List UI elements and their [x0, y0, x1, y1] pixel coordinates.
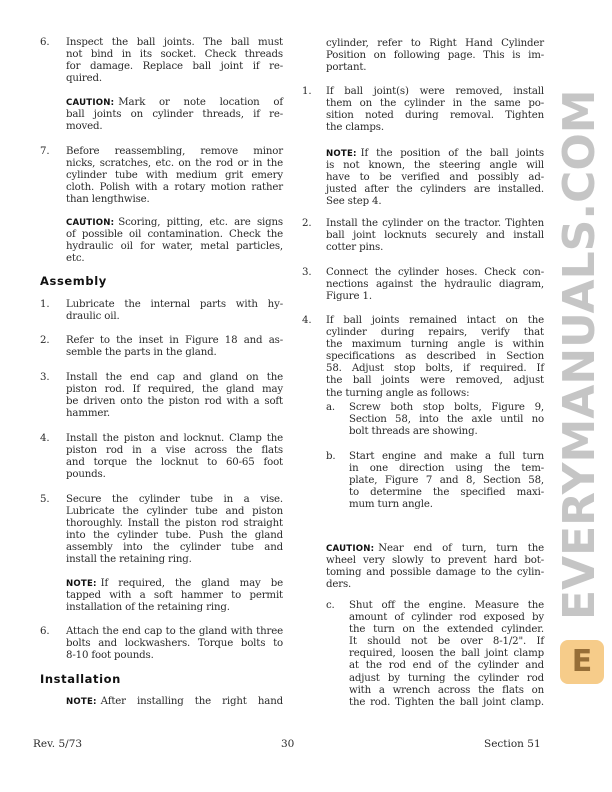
item-text [66, 578, 283, 614]
text-line: with a wrench across the flats on [349, 684, 544, 696]
text-line: have to be verified and possibly ad- [326, 172, 544, 184]
text-line: Screw both stop bolts, Figure 9, [349, 402, 544, 413]
item-text [349, 600, 544, 709]
text-line: CAUTION: Scoring, pitting, etc. are signs [66, 217, 283, 228]
note-label: NOTE: [66, 579, 97, 589]
note-label: NOTE: [326, 149, 357, 159]
item-number: 2. [302, 218, 312, 229]
text-line: be driven onto the piston rod with a soft [66, 396, 283, 408]
item-number: a. [326, 402, 336, 413]
item-text [66, 626, 283, 662]
text-line: cylinder, refer to Right Hand Cylinder [326, 38, 544, 49]
section-label: Section 51 [484, 738, 541, 750]
text-line: ball joints on cylinder threads, if re- [66, 109, 283, 121]
text-line: is not known, the steering angle will [326, 160, 544, 172]
watermark: EVERYMANUALS.COM [554, 89, 605, 620]
item-text [66, 37, 283, 85]
item-text [66, 97, 283, 133]
text-line: hammer. [66, 408, 110, 420]
item-text [349, 402, 544, 438]
text-line: amount of cylinder rod exposed by [349, 612, 544, 624]
text-line: bolts and lockwashers. Torque bolts to [66, 638, 283, 650]
text-line: NOTE: If required, the gland may be [66, 578, 283, 589]
text-line: Install the cylinder on the tractor. Tighten [326, 218, 544, 229]
text-line: semble the parts in the gland. [66, 347, 217, 359]
text-line: tapped with a soft hammer to permit [66, 590, 283, 602]
item-number: 1. [302, 86, 312, 97]
revision-date: Rev. 5/73 [33, 738, 83, 750]
item-number: 6. [40, 626, 50, 637]
text-line: Secure the cylinder tube in a vise. [66, 494, 283, 505]
text-line: Section 58, into the axle until no [349, 414, 544, 426]
text-line: Figure 1. [326, 291, 372, 303]
text-line: wheel very slowly to prevent hard bot- [326, 555, 544, 567]
text-line: than lengthwise. [66, 194, 150, 206]
text-line: Install the end cap and gland on the [66, 372, 283, 383]
item-number: 1. [40, 299, 50, 310]
item-number: 3. [40, 372, 50, 383]
text-line: CAUTION: Near end of turn, turn the [326, 543, 544, 554]
text-line: See step 4. [326, 196, 382, 208]
text-line: If ball joints remained intact on the [326, 315, 544, 326]
text-line: piston rod. If required, the gland may [66, 384, 283, 396]
text-line: the turn on the extended cylinder. [349, 624, 544, 636]
item-text [66, 299, 283, 323]
text-line: at the rod end of the cylinder and [349, 660, 544, 672]
text-line: Before reassembling, remove minor [66, 146, 283, 157]
item-text [326, 38, 544, 74]
text-line: adjust by turning the cylinder rod [349, 672, 544, 684]
text-line: toming and possible damage to the cylin- [326, 567, 544, 579]
text-line: of possible oil contamination. Check the [66, 229, 283, 241]
text-line: It should not be over 8-1/2". If [349, 636, 544, 648]
text-line: the clamps. [326, 122, 384, 134]
item-text [66, 433, 283, 481]
text-line: NOTE: After installing the right hand [66, 696, 283, 707]
text-line: piston rod in a vise across the flats [66, 445, 283, 457]
text-line: quired. [66, 73, 102, 85]
text-line: Start engine and make a full turn [349, 451, 544, 462]
text-line: sition noted during removal. Tighten [326, 110, 544, 122]
text-line: nections against the hydraulic diagram, [326, 279, 544, 291]
text-line: nicks, scratches, etc. on the rod or in the [66, 158, 283, 170]
item-text [349, 451, 544, 511]
text-line: specifications as described in Section [326, 351, 544, 363]
item-text [326, 86, 544, 134]
text-line: the rod. Tighten the ball joint clamp. [349, 696, 544, 708]
text-line: cotter pins. [326, 242, 384, 254]
text-line: hydraulic oil for water, metal particles, [66, 241, 283, 253]
text-line: Install the piston and locknut. Clamp the [66, 433, 283, 444]
text-line: Shut off the engine. Measure the [349, 600, 544, 611]
watermark-logo: E [560, 640, 604, 684]
text-line: them on the cylinder in the same po- [326, 98, 544, 110]
text-line: Refer to the inset in Figure 18 and as- [66, 335, 283, 346]
text-line: If ball joint(s) were removed, install [326, 86, 544, 97]
text-line: the maximum turning angle is within [326, 339, 544, 351]
item-text [326, 218, 544, 254]
text-line: moved. [66, 121, 103, 133]
text-line: justed after the cylinders are installed. [326, 184, 544, 196]
text-line: 58. Adjust stop bolts, if required. If [326, 363, 544, 375]
text-line: ders. [326, 579, 352, 591]
item-text [66, 217, 283, 265]
text-line: not bind in its socket. Check threads [66, 49, 283, 61]
text-line: for damage. Replace ball joint if re- [66, 61, 283, 73]
text-line: and torque the locknut to 60-65 foot [66, 457, 283, 469]
text-line: in one direction using the tem- [349, 463, 544, 475]
text-line: installation of the retaining ring. [66, 602, 230, 614]
text-line: NOTE: If the position of the ball joints [326, 148, 544, 159]
text-line: CAUTION: Mark or note location of [66, 97, 283, 108]
text-line: cylinder during repairs, verify that [326, 327, 544, 339]
text-line: the turning angle as follows: [326, 387, 470, 399]
item-number: 3. [302, 267, 312, 278]
text-line: Attach the end cap to the gland with three [66, 626, 283, 637]
text-line: to determine the specified maxi- [349, 487, 544, 499]
item-number: c. [326, 600, 335, 611]
text-line: bolt threads are showing. [349, 426, 478, 438]
note-label: CAUTION: [326, 544, 375, 554]
item-text [66, 372, 283, 420]
item-number: 5. [40, 494, 50, 505]
item-text [66, 146, 283, 206]
item-text [326, 267, 544, 303]
text-line: cloth. Polish with a rotary motion rather [66, 182, 283, 194]
item-number: b. [326, 451, 336, 462]
item-text [66, 335, 283, 359]
text-line: Inspect the ball joints. The ball must [66, 37, 283, 48]
text-line: mum turn angle. [349, 499, 433, 511]
text-line: 8-10 foot pounds. [66, 650, 154, 662]
text-line: pounds. [66, 469, 106, 481]
text-line: draulic oil. [66, 311, 120, 323]
text-line: plate, Figure 7 and 8, Section 58, [349, 475, 544, 487]
text-line: etc. [66, 253, 85, 265]
note-label: CAUTION: [66, 218, 115, 228]
item-text [326, 148, 544, 208]
note-label: NOTE: [66, 697, 97, 707]
item-number: 4. [302, 315, 312, 326]
text-line: the ball joints were removed, adjust [326, 375, 544, 387]
text-line: cylinder tube with medium grit emery [66, 170, 283, 182]
text-line: assembly into the cylinder tube and [66, 542, 283, 554]
item-number: 4. [40, 433, 50, 444]
page-number: 30 [281, 738, 295, 750]
item-text [66, 696, 283, 708]
text-line: ball joint locknuts securely and install [326, 230, 544, 242]
item-number: 2. [40, 335, 50, 346]
note-label: CAUTION: [66, 98, 115, 108]
section-heading: Installation [40, 672, 121, 686]
text-line: portant. [326, 62, 367, 74]
text-line: into the cylinder tube. Push the gland [66, 530, 283, 542]
text-line: Lubricate the cylinder tube and piston [66, 506, 283, 518]
item-number: 6. [40, 37, 50, 48]
text-line: thoroughly. Install the piston rod straight [66, 518, 283, 530]
section-heading: Assembly [40, 274, 107, 288]
item-number: 7. [40, 146, 50, 157]
text-line: required, loosen the ball joint clamp [349, 648, 544, 660]
text-line: Position on following page. This is im- [326, 50, 544, 62]
item-text [66, 494, 283, 567]
item-text [326, 543, 544, 591]
text-line: Connect the cylinder hoses. Check con- [326, 267, 544, 278]
text-line: install the retaining ring. [66, 554, 192, 566]
text-line: Lubricate the internal parts with hy- [66, 299, 283, 310]
item-text [326, 315, 544, 400]
